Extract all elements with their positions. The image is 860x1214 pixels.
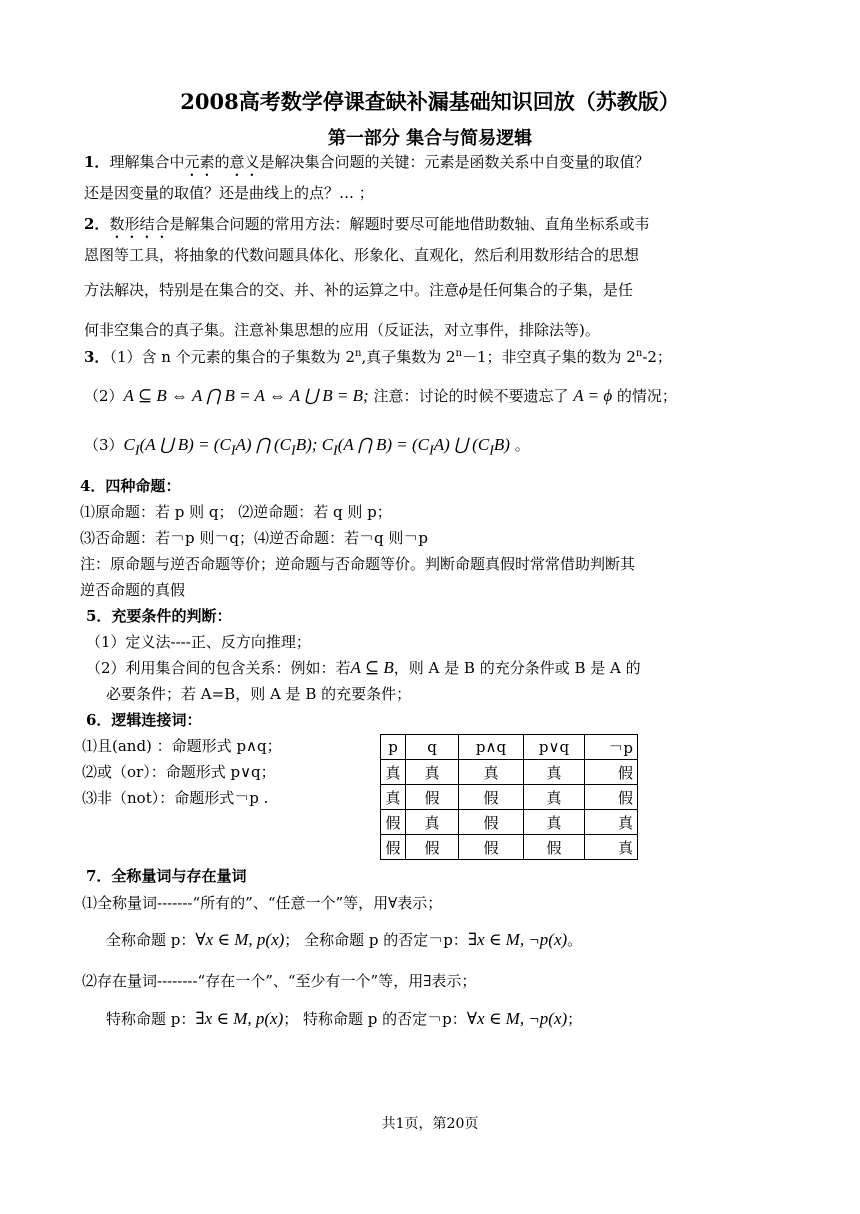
s3-b: ,真子集数为 2	[361, 348, 456, 366]
part-title: 第一部分 集合与简易逻辑	[327, 128, 533, 149]
table-cell: 假	[459, 835, 524, 860]
table-cell: 真	[524, 785, 585, 810]
section-5-line-3: 必要条件；若 A=B，则 A 是 B 的充要条件；	[106, 685, 412, 703]
header-cell: q	[406, 735, 459, 760]
header-cell: p∧q	[459, 735, 524, 760]
s7-l4-end: ；	[567, 1010, 583, 1028]
table-row	[381, 810, 638, 835]
section-7-heading: 7．全称量词与存在量词	[86, 867, 247, 885]
table-cell: 真	[524, 810, 585, 835]
s3-sup3: n	[635, 348, 643, 359]
section-5-line-1: （1）定义法----正、反方向推理；	[86, 633, 311, 651]
s5-l2-formula: A ⊆ B	[350, 658, 394, 677]
table-cell: 真	[459, 760, 524, 785]
table-row	[381, 835, 638, 860]
table-row	[381, 785, 638, 810]
section-4-note-2: 逆否命题的真假	[80, 581, 186, 599]
section-3-line-1	[84, 345, 672, 369]
s1-text-mid: 的	[214, 153, 230, 171]
s3-l2-label: （2）	[84, 387, 124, 405]
section-7-line-2	[106, 928, 582, 952]
section-2-line-2: 恩图等工具，将抽象的代数问题具体化、形象化、直观化，然后利用数形结合的思想	[84, 246, 640, 264]
table-cell: 真	[585, 810, 638, 835]
section-7-line-1: ⑴全称量词-------“所有的”、“任意一个”等，用∀表示；	[82, 894, 443, 912]
s2-line3-pre: 方法解决，特别是在集合的交、并、补的运算之中。注意	[84, 281, 460, 299]
table-row	[381, 760, 638, 785]
s7-l2-pre: 全称命题 p：	[106, 931, 196, 949]
s1-emphasis: 元素	[184, 153, 215, 171]
section-7-line-4	[106, 1007, 582, 1031]
sub-i: I	[428, 442, 434, 459]
section-6-line-3: ⑶非（not）：命题形式￢p .	[82, 789, 269, 807]
section-4-line-1: ⑴原命题：若 p 则 q； ⑵逆命题：若 q 则 p；	[80, 503, 392, 521]
s3-l2-formula-2: A = ϕ	[573, 386, 613, 405]
s3-l2-note: 注意：讨论的时候不要遗忘了	[368, 387, 574, 405]
s5-l2-post: ，则 A 是 B 的充分条件或 B 是 A 的	[393, 659, 641, 677]
sub-i: I	[489, 442, 494, 459]
section-6-line-2: ⑵或（or）：命题形式 p∨q；	[82, 763, 276, 781]
s7-l4-pre: 特称命题 p：	[106, 1010, 196, 1028]
section-1-line-2: 还是因变量的取值？还是曲线上的点？… ；	[84, 184, 374, 202]
table-cell: 假	[459, 810, 524, 835]
section-1-line-1	[84, 150, 650, 180]
table-cell: 假	[381, 835, 406, 860]
sub-i: I	[230, 442, 236, 459]
header-cell: p	[381, 735, 406, 760]
s7-l2-formula-2: ∃x ∈ M, ¬p(x)	[467, 930, 568, 949]
s3-l3-formula	[123, 435, 510, 459]
table-cell: 真	[406, 760, 459, 785]
section-3-line-3	[84, 433, 530, 462]
table-cell: 真	[381, 785, 406, 810]
section-1-number: 1．	[84, 153, 110, 171]
s3-sup1: n	[355, 348, 362, 359]
section-5-heading: 5．充要条件的判断：	[86, 607, 232, 625]
section-5-line-2	[86, 656, 641, 680]
table-cell: 假	[524, 835, 585, 860]
s1-text: 理解集合中	[109, 153, 185, 171]
s7-l2-mid: ； 全称命题 p 的否定￢p：	[284, 931, 468, 949]
section-7-line-3: ⑵存在量词--------“存在一个”、“至少有一个”等，用∃表示；	[82, 972, 477, 990]
sub-i: I	[291, 442, 296, 459]
table-cell: 假	[381, 810, 406, 835]
header-cell: p∨q	[524, 735, 585, 760]
section-4-heading: 4．四种命题：	[80, 477, 181, 495]
s3-l2-end: 的情况；	[612, 387, 677, 405]
s2-text: 是解集合问题的常用方法：解题时要尽可能地借助数轴、直角坐标系或韦	[169, 215, 650, 233]
page-footer: 共1页，第20页	[381, 1116, 479, 1132]
c-symbol: C	[123, 435, 135, 454]
section-4-note-1: 注：原命题与逆否命题等价；逆命题与否命题等价。判断命题真假时常常借助判断其	[80, 555, 636, 573]
s3-a: （1）含 n 个元素的集合的子集数为 2	[109, 348, 355, 366]
s3-l2-formula: A ⊆ B ⇔ A ⋂ B = A ⇔ A ⋃ B = B;	[123, 386, 369, 405]
f4: (A ⋂ B) = (C	[337, 435, 429, 454]
s7-l2-end: 。	[567, 931, 583, 949]
section-4-line-2: ⑶否命题：若￢p 则￢q；⑷逆否命题：若￢q 则￢p	[80, 529, 428, 547]
s3-sup2: n	[455, 348, 462, 359]
table-cell: 假	[459, 785, 524, 810]
section-2-number: 2．	[84, 215, 110, 233]
table-cell: 假	[585, 785, 638, 810]
section-2-line-1	[84, 212, 649, 242]
section-6-heading: 6．逻辑连接词：	[86, 711, 202, 729]
page-title: 2008高考数学停课查缺补漏基础知识回放（苏教版）	[180, 89, 680, 114]
truth-table-header	[381, 735, 638, 760]
f1: (A ⋃ B) = (C	[139, 435, 231, 454]
phi-symbol: ϕ	[459, 280, 468, 299]
section-6-line-1: ⑴且(and) ：命题形式 p∧q；	[82, 737, 282, 755]
section-2-line-3	[84, 278, 633, 302]
s3-d: -2；	[642, 348, 672, 366]
s2-line3-post: 是任何集合的子集，是任	[467, 281, 633, 299]
s3-l3-label: （3）	[84, 436, 124, 454]
table-cell: 假	[406, 835, 459, 860]
section-3-number: 3．	[84, 348, 110, 366]
s1-text-post: 是解决集合问题的关键：元素是函数关系中自变量的取值？	[259, 153, 650, 171]
s7-l4-formula: ∃x ∈ M, p(x)	[195, 1009, 284, 1028]
section-3-line-2	[84, 384, 677, 408]
f3: B); C	[295, 435, 334, 454]
s7-l4-mid: ； 特称命题 p 的否定￢p：	[283, 1010, 467, 1028]
f2: A) ⋂ (C	[235, 435, 292, 454]
sub-i: I	[134, 442, 140, 459]
table-cell: 假	[406, 785, 459, 810]
s1-emphasis-2: 意义	[229, 153, 260, 171]
sub-i: I	[333, 442, 338, 459]
s3-c: －1；非空真子集的数为 2	[462, 348, 636, 366]
s7-l4-formula-2: ∀x ∈ M, ¬p(x)	[466, 1009, 568, 1028]
f6: B)	[493, 435, 510, 454]
table-cell: 真	[524, 760, 585, 785]
section-2-line-4: 何非空集合的真子集。注意补集思想的应用（反证法，对立事件，排除法等)。	[84, 321, 600, 339]
s2-emphasis: 数形结合	[109, 215, 170, 233]
f5: A) ⋃ (C	[433, 435, 490, 454]
table-cell: 真	[585, 835, 638, 860]
header-cell: ￢p	[585, 735, 638, 760]
table-cell: 真	[406, 810, 459, 835]
truth-table	[380, 734, 638, 860]
s5-l2-pre: （2）利用集合间的包含关系：例如：若	[86, 659, 351, 677]
s3-l3-end: 。	[509, 436, 530, 454]
table-cell: 真	[381, 760, 406, 785]
s7-l2-formula: ∀x ∈ M, p(x)	[195, 930, 285, 949]
table-cell: 假	[585, 760, 638, 785]
